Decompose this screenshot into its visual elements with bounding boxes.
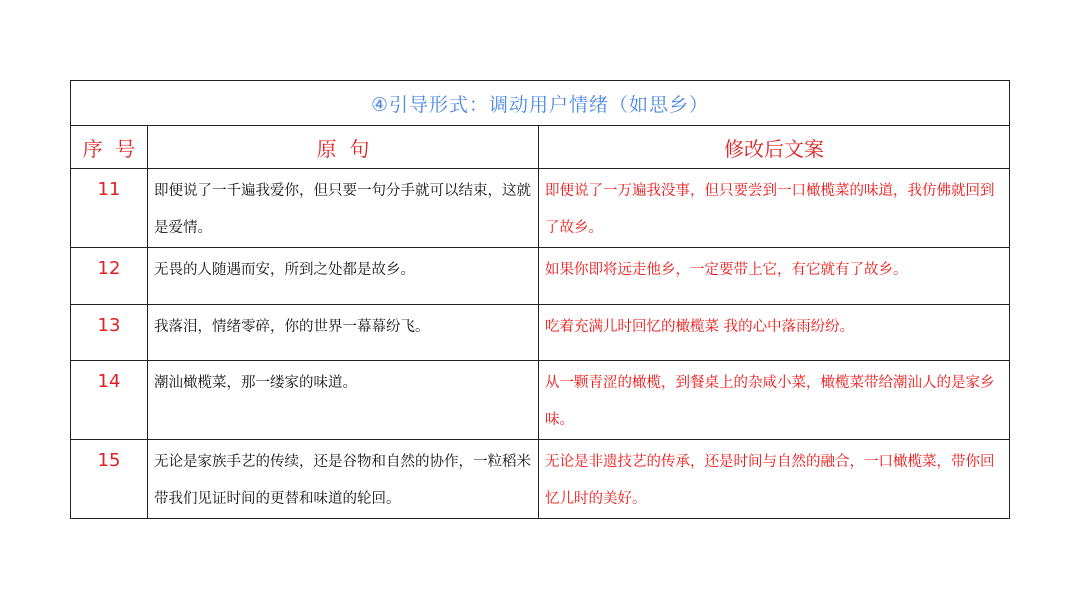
header-modified: 修改后文案 (539, 126, 1010, 169)
table-row (71, 169, 1010, 248)
table-row (71, 361, 1010, 440)
original-sentence: 无畏的人随遇而安，所到之处都是故乡。 (148, 248, 539, 305)
modified-copy: 无论是非遗技艺的传承，还是时间与自然的融合，一口橄榄菜，带你回忆儿时的美好。 (539, 440, 1010, 519)
table-row (71, 248, 1010, 305)
row-index: 15 (71, 440, 148, 519)
copywriting-table (70, 80, 1010, 519)
table-row (71, 440, 1010, 519)
table-title: ④引导形式：调动用户情绪（如思乡） (71, 81, 1010, 126)
row-index: 12 (71, 248, 148, 305)
row-index: 13 (71, 305, 148, 361)
original-sentence: 我落泪，情绪零碎，你的世界一幕幕纷飞。 (148, 305, 539, 361)
original-sentence: 即便说了一千遍我爱你，但只要一句分手就可以结束，这就是爱情。 (148, 169, 539, 248)
modified-copy: 即便说了一万遍我没事，但只要尝到一口橄榄菜的味道，我仿佛就回到了故乡。 (539, 169, 1010, 248)
modified-copy: 从一颗青涩的橄榄，到餐桌上的杂咸小菜，橄榄菜带给潮汕人的是家乡味。 (539, 361, 1010, 440)
header-original: 原 句 (148, 126, 539, 169)
table-header-row (71, 126, 1010, 169)
original-sentence: 无论是家族手艺的传续，还是谷物和自然的协作，一粒稻米 带我们见证时间的更替和味道的轮回。 (148, 440, 539, 519)
row-index: 14 (71, 361, 148, 440)
modified-copy: 吃着充满儿时回忆的橄榄菜 我的心中落雨纷纷。 (539, 305, 1010, 361)
table-title-row (71, 81, 1010, 126)
original-sentence: 潮汕橄榄菜，那一缕家的味道。 (148, 361, 539, 440)
modified-copy: 如果你即将远走他乡，一定要带上它，有它就有了故乡。 (539, 248, 1010, 305)
table-row (71, 305, 1010, 361)
row-index: 11 (71, 169, 148, 248)
header-index: 序 号 (71, 126, 148, 169)
